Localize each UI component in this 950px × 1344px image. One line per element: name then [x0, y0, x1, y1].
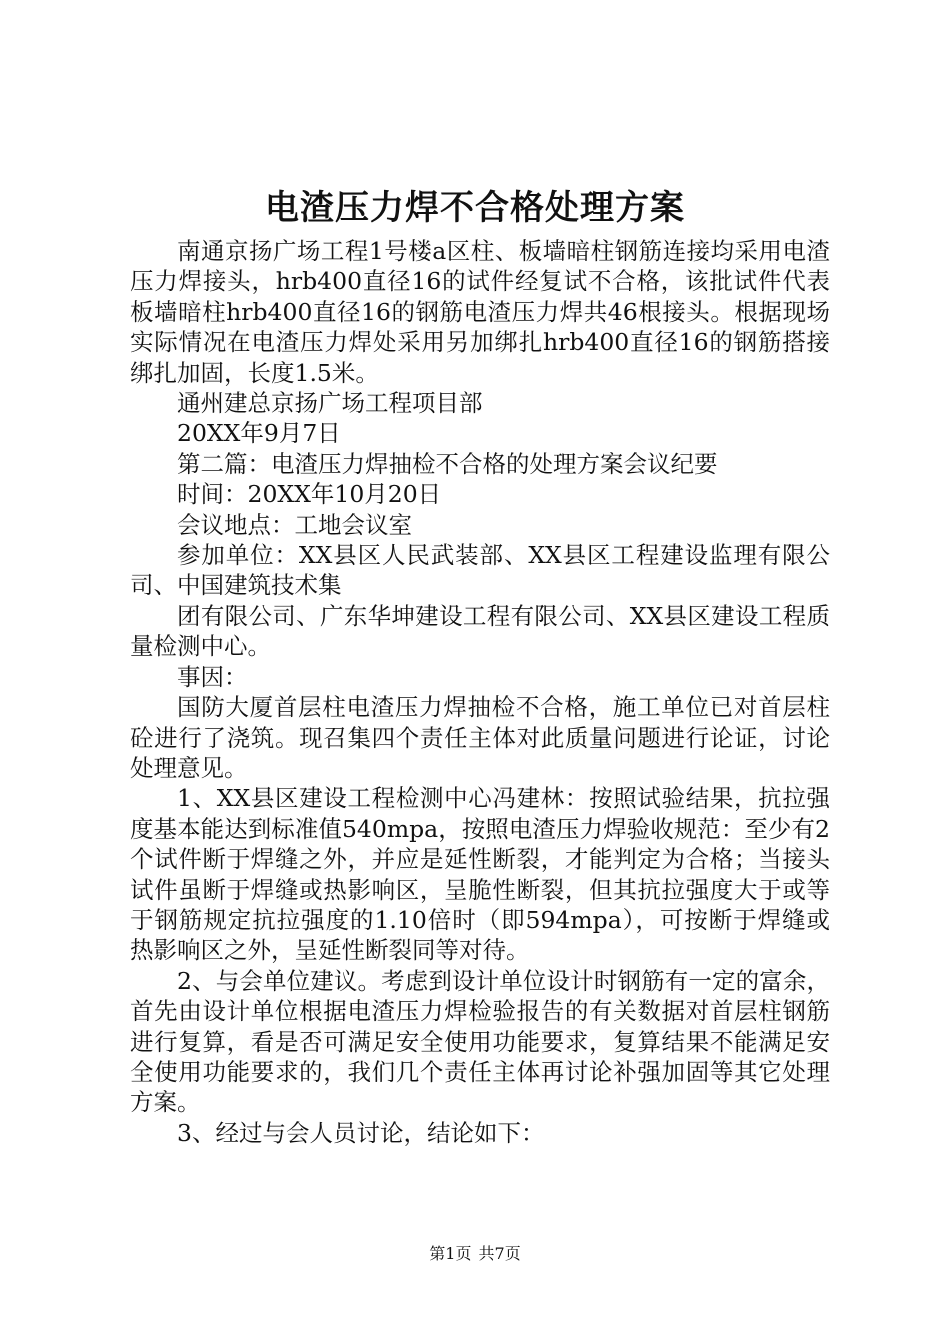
paragraph-meeting-time: 时间：20XX年10月20日 [177, 480, 442, 509]
document-title: 电渣压力焊不合格处理方案 [265, 188, 685, 228]
paragraph-section-heading: 第二篇：电渣压力焊抽检不合格的处理方案会议纪要 [177, 449, 718, 478]
paragraph-meeting-location: 会议地点：工地会议室 [177, 510, 412, 539]
page-total: 共7页 [478, 1244, 521, 1263]
paragraph-item-2: 2、与会单位建议。考虑到设计单位设计时钢筋有一定的富余，首先由设计单位根据电渣压力焊检验报告的有关数据对首层柱钢筋进行复算，看是否可满足安全使用功能要求，复算结果不能满足安全使用功能要求的，我们几个责任主体再讨论补强加固等其它处理方案。 [130, 966, 830, 1117]
document-body [130, 236, 830, 1148]
paragraph-intro: 南通京扬广场工程1号楼a区柱、板墙暗柱钢筋连接均采用电渣压力焊接头，hrb400直径16的试件经复试不合格，该批试件代表板墙暗柱hrb400直径16的钢筋电渣压力焊共46根接头。根据现场实际情况在电渣压力焊处采用另加绑扎hrb400直径16的钢筋搭接绑扎加固，长度1.5米。 [130, 237, 830, 387]
paragraph-participants: 参加单位：XX县区人民武装部、XX县区工程建设监理有限公司、中国建筑技术集 [130, 541, 830, 600]
paragraph-cause-label: 事因： [177, 662, 248, 691]
paragraph-cause: 国防大厦首层柱电渣压力焊抽检不合格，施工单位已对首层柱砼进行了浇筑。现召集四个责任主体对此质量问题进行论证，讨论处理意见。 [130, 693, 830, 782]
paragraph-date: 20XX年9月7日 [177, 419, 341, 448]
page-footer [0, 1243, 950, 1265]
page-number: 第1页 [429, 1244, 472, 1263]
paragraph-department: 通州建总京扬广场工程项目部 [177, 389, 483, 418]
paragraph-item-3: 3、经过与会人员讨论，结论如下： [177, 1118, 545, 1147]
paragraph-participants-continued: 团有限公司、广东华坤建设工程有限公司、XX县区建设工程质量检测中心。 [130, 601, 830, 661]
paragraph-item-1: 1、XX县区建设工程检测中心冯建林：按照试验结果，抗拉强度基本能达到标准值540mpa，按照电渣压力焊验收规范：至少有2个试件断于焊缝之外，并应是延性断裂，才能判定为合格；当接头试件虽断于焊缝或热影响区，呈脆性断裂，但其抗拉强度大于或等于钢筋规定抗拉强度的1.10倍时（即594mpa），可按断于焊缝或热影响区之外，呈延性断裂同等对待。 [130, 784, 830, 965]
